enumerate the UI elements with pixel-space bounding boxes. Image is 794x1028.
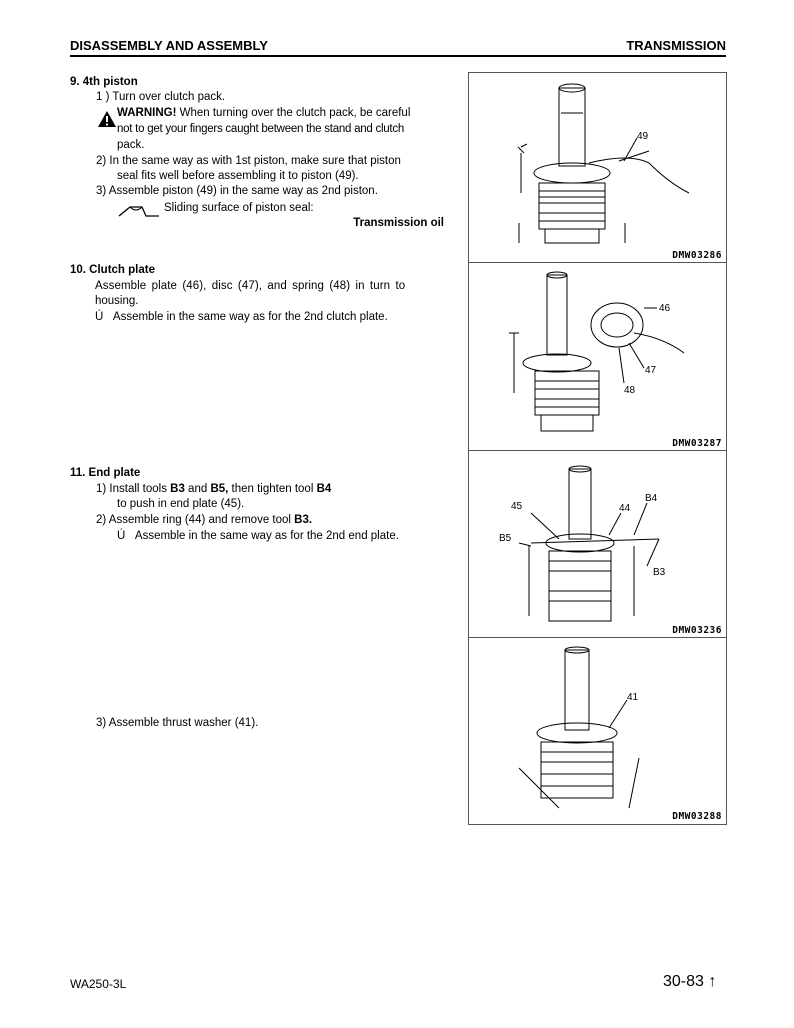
s11-step-2-text: 2) Assemble ring (44) and remove tool	[96, 514, 295, 526]
footer-model: WA250-3L	[70, 977, 127, 991]
s11-step-3: 3) Assemble thrust washer (41).	[96, 717, 259, 729]
s11-tighten: then tighten tool	[228, 483, 317, 495]
s11-step-1	[96, 482, 331, 497]
s11-note-text: Assemble in the same way as for the 2nd end plate.	[134, 530, 399, 542]
warning-icon	[97, 110, 117, 128]
s9-step-1: 1 ) Turn over clutch pack.	[96, 91, 226, 103]
section-10-title: 10. Clutch plate	[70, 264, 155, 276]
lubricant-type: Transmission oil	[353, 217, 444, 229]
s9-step-2a: 2) In the same way as with 1st piston, make sure that piston	[96, 155, 401, 167]
tool-b5: B5,	[210, 483, 229, 495]
part-label-44: 44	[619, 503, 631, 514]
s11-and: and	[184, 483, 211, 495]
header-section-title: DISASSEMBLY AND ASSEMBLY	[70, 38, 268, 53]
part-label-41: 41	[627, 692, 639, 703]
warning-text-1: When turning over the clutch pack, be careful	[176, 107, 411, 119]
figure-2-caption: DMW03287	[672, 438, 722, 449]
figure-1	[468, 72, 727, 264]
header-chapter-title: TRANSMISSION	[626, 38, 726, 53]
tool-b3: B3	[170, 483, 185, 495]
s10-note-text: Assemble in the same way as for the 2nd clutch plate.	[112, 311, 388, 323]
part-label-49: 49	[637, 131, 649, 142]
part-label-46: 46	[659, 303, 671, 314]
s9-step-2b: seal fits well before assembling it to piston (49).	[117, 170, 359, 182]
part-label-48: 48	[624, 385, 636, 396]
s10-text-1: Assemble plate (46), disc (47), and spring (48) in turn to	[95, 280, 406, 292]
figure-3-caption: DMW03236	[672, 625, 722, 636]
figure-2	[468, 262, 727, 452]
clutch-plate-illustration	[469, 263, 726, 451]
s11-step-2	[96, 513, 312, 528]
lubricant-label: Sliding surface of piston seal:	[164, 202, 314, 214]
part-label-47: 47	[645, 365, 657, 376]
s10-text-2: housing.	[95, 295, 139, 307]
part-label-45: 45	[511, 501, 523, 512]
footer-page	[663, 973, 716, 991]
oil-seal-icon	[118, 204, 160, 218]
figure-4	[468, 637, 727, 825]
warning-label: WARNING!	[117, 107, 177, 119]
tool-b3-remove: B3.	[294, 514, 313, 526]
clutch-pack-piston-illustration	[469, 73, 726, 263]
s11-note	[117, 529, 399, 544]
section-11-title: 11. End plate	[70, 467, 141, 479]
warning-line-3: pack.	[117, 139, 145, 151]
tool-label-b4: B4	[645, 493, 658, 504]
tool-label-b3: B3	[653, 567, 666, 578]
tool-b4: B4	[316, 483, 332, 495]
page-mark-icon: ↑	[708, 973, 717, 990]
reference-mark: Ú	[95, 311, 104, 323]
s11-step-1b: to push in end plate (45).	[117, 498, 245, 510]
figure-3	[468, 450, 727, 639]
figure-4-caption: DMW03288	[672, 811, 722, 822]
page-header	[70, 37, 726, 57]
reference-mark: Ú	[117, 530, 126, 542]
section-9-title: 9. 4th piston	[70, 76, 138, 88]
warning-line-2: not to get your fingers caught between the stand and clutch	[117, 123, 405, 135]
warning-line-1	[117, 106, 410, 121]
tool-label-b5: B5	[499, 533, 512, 544]
s10-note	[95, 310, 388, 325]
thrust-washer-illustration	[469, 638, 726, 824]
s11-step-1-text: 1) Install tools	[96, 483, 171, 495]
s9-step-3: 3) Assemble piston (49) in the same way as 2nd piston.	[96, 185, 378, 197]
end-plate-tools-illustration	[469, 451, 726, 638]
figure-1-caption: DMW03286	[672, 250, 722, 261]
page-number: 30-83	[663, 973, 704, 990]
